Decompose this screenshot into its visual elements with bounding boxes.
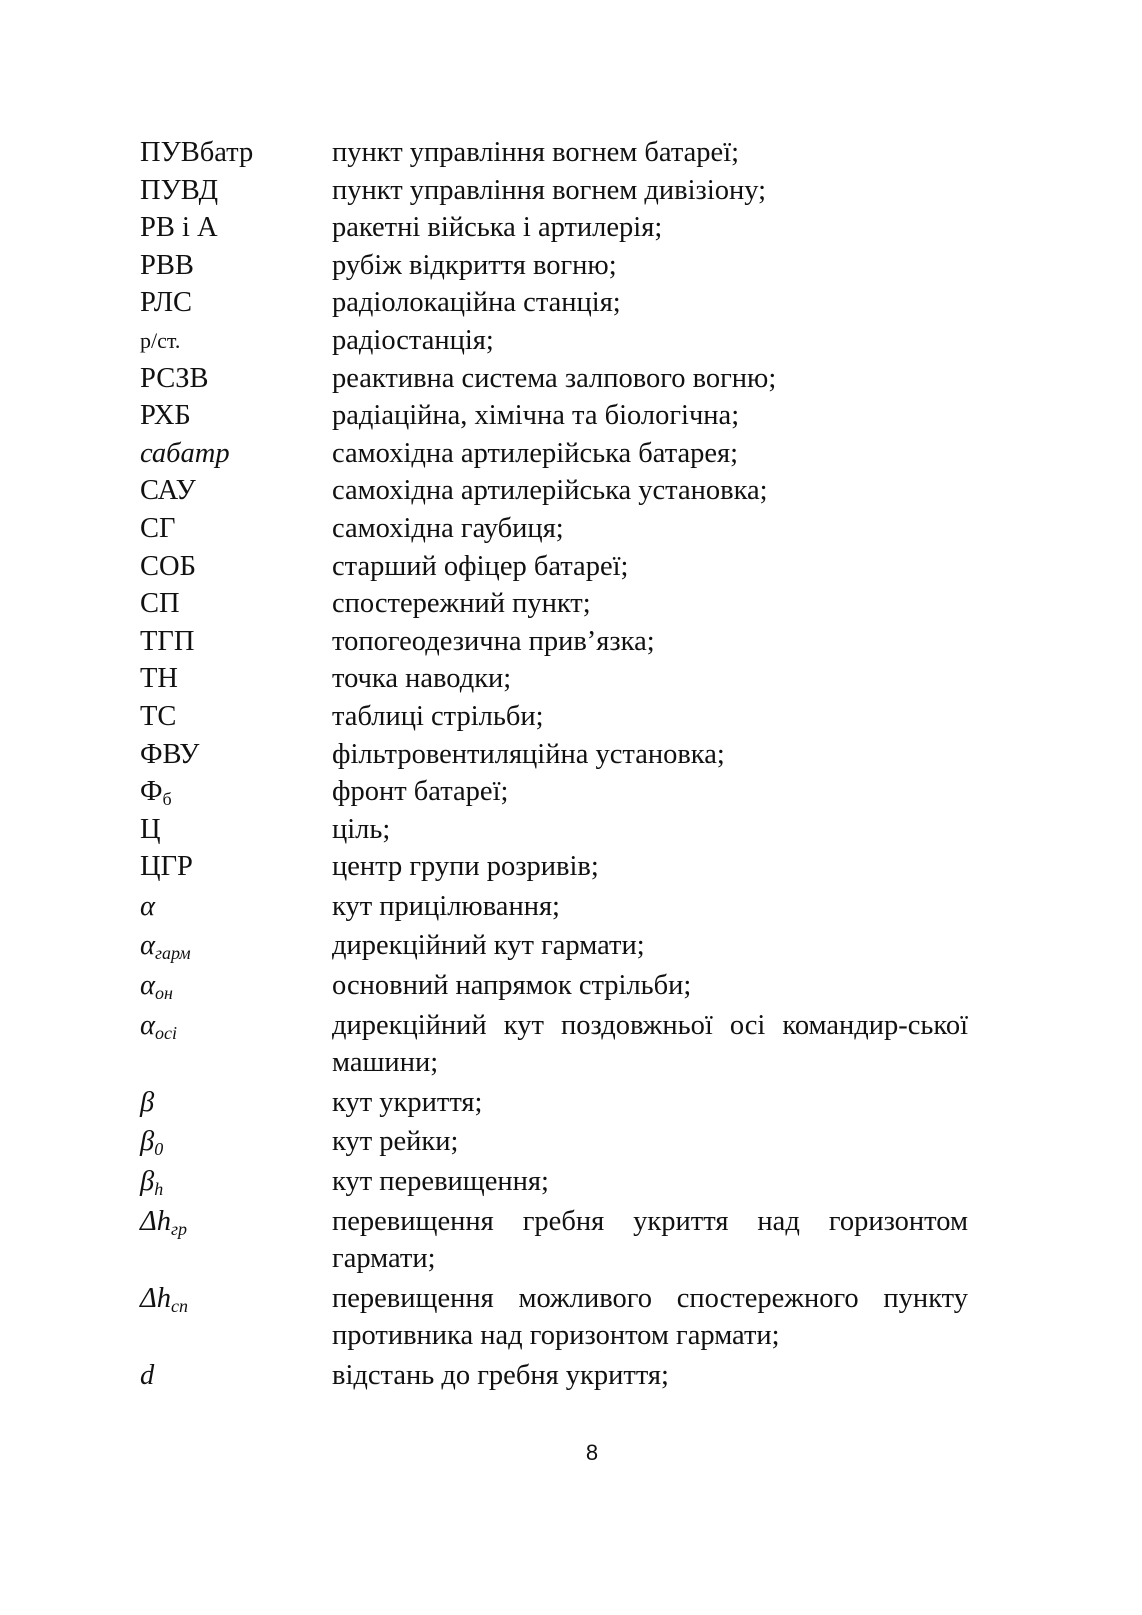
term-symbol: Δh xyxy=(140,1282,171,1314)
abbreviation-definition: рубіж відкриття вогню; xyxy=(332,249,617,281)
abbreviation-term xyxy=(140,548,332,586)
term-symbol: Δh xyxy=(140,1205,171,1237)
term-symbol: α xyxy=(140,970,155,1002)
abbreviation-definition: відстань до гребня укриття; xyxy=(332,1360,669,1391)
abbreviation-entry xyxy=(140,811,968,849)
abbreviation-entry xyxy=(140,397,968,435)
term-symbol: СП xyxy=(140,588,180,620)
abbreviation-entry xyxy=(140,848,968,886)
term-symbol: сабатр xyxy=(140,437,230,469)
abbreviation-definition: радіолокаційна станція; xyxy=(332,287,621,319)
abbreviation-term xyxy=(140,209,332,247)
term-symbol: Ф xyxy=(140,776,163,808)
term-symbol: САУ xyxy=(140,475,196,507)
term-subscript: гр xyxy=(170,1218,188,1239)
term-symbol: РЛС xyxy=(140,287,193,319)
term-symbol: α xyxy=(140,1009,155,1041)
abbreviation-term xyxy=(140,1163,332,1201)
abbreviation-term xyxy=(140,172,332,210)
abbreviation-definition: таблиці стрільби; xyxy=(332,700,544,732)
abbreviation-term xyxy=(140,397,332,435)
abbreviation-definition: кут рейки; xyxy=(332,1126,459,1158)
abbreviation-definition: радіостанція; xyxy=(332,324,494,356)
abbreviation-definition: старший офіцер батареї; xyxy=(332,550,629,582)
term-symbol: ТС xyxy=(140,700,177,732)
abbreviation-definition: реактивна система залпового вогню; xyxy=(332,362,777,394)
abbreviation-entry xyxy=(140,435,968,473)
term-symbol: ТГП xyxy=(140,625,195,657)
term-symbol: β xyxy=(140,1086,155,1118)
term-subscript: он xyxy=(154,983,173,1004)
abbreviation-entry xyxy=(140,1163,968,1201)
abbreviation-entry xyxy=(140,209,968,247)
abbreviation-definition: точка наводки; xyxy=(332,663,512,695)
abbreviation-definition: кут укриття; xyxy=(332,1086,483,1118)
abbreviation-term xyxy=(140,927,332,965)
abbreviation-term xyxy=(140,1203,332,1278)
abbreviation-entry xyxy=(140,736,968,774)
abbreviation-entry xyxy=(140,1280,968,1355)
abbreviation-term xyxy=(140,888,332,926)
abbreviation-definition: центр групи розривів; xyxy=(332,851,599,883)
term-symbol: α xyxy=(140,930,155,962)
term-subscript: гарм xyxy=(154,943,191,964)
abbreviation-entry xyxy=(140,247,968,285)
term-subscript: б xyxy=(162,789,172,810)
abbreviation-entry xyxy=(140,967,968,1005)
abbreviation-term xyxy=(140,848,332,886)
term-symbol: ТН xyxy=(140,663,178,695)
term-subscript: осі xyxy=(154,1022,177,1043)
abbreviation-term xyxy=(140,1357,332,1395)
abbreviation-entry xyxy=(140,698,968,736)
abbreviation-definition: самохідна артилерійська батарея; xyxy=(332,437,739,469)
abbreviation-term xyxy=(140,435,332,473)
abbreviation-term xyxy=(140,1084,332,1122)
abbreviation-entry xyxy=(140,134,968,172)
term-symbol: РВВ xyxy=(140,249,194,281)
term-symbol: СОБ xyxy=(140,550,196,582)
abbreviation-entry xyxy=(140,888,968,926)
abbreviation-entry xyxy=(140,1007,968,1082)
abbreviation-term xyxy=(140,811,332,849)
term-symbol: ФВУ xyxy=(140,738,200,770)
term-symbol: β xyxy=(140,1166,155,1198)
abbreviation-definition: перевищення можливого спостережного пункту противника над горизонтом гармати; xyxy=(332,1282,968,1352)
abbreviation-term xyxy=(140,1007,332,1082)
abbreviation-term xyxy=(140,967,332,1005)
term-symbol: р/ст. xyxy=(140,327,181,353)
abbreviation-definition: фронт батареї; xyxy=(332,776,509,808)
abbreviation-entry xyxy=(140,284,968,322)
abbreviation-term xyxy=(140,322,332,360)
term-symbol: ЦГР xyxy=(140,851,193,883)
abbreviation-entry xyxy=(140,172,968,210)
term-symbol: РВ і А xyxy=(140,212,218,244)
term-symbol: СГ xyxy=(140,512,176,544)
abbreviation-definition: перевищення гребня укриття над горизонтом гармати; xyxy=(332,1205,968,1275)
term-subscript: сп xyxy=(170,1295,188,1316)
abbreviation-entry xyxy=(140,585,968,623)
term-symbol: β xyxy=(140,1126,155,1158)
abbreviation-entry xyxy=(140,623,968,661)
page-number: 8 xyxy=(585,1440,599,1465)
term-symbol: РХБ xyxy=(140,400,191,432)
abbreviation-term xyxy=(140,698,332,736)
abbreviation-term xyxy=(140,472,332,510)
term-symbol: Ц xyxy=(140,813,161,845)
abbreviation-entry xyxy=(140,510,968,548)
abbreviation-definition: ціль; xyxy=(332,813,391,845)
abbreviation-term xyxy=(140,736,332,774)
abbreviation-entry xyxy=(140,548,968,586)
abbreviation-term xyxy=(140,247,332,285)
abbreviation-definition: ракетні війська і артилерія; xyxy=(332,212,663,244)
abbreviation-definition: основний напрямок стрільби; xyxy=(332,970,692,1002)
abbreviation-term xyxy=(140,510,332,548)
abbreviation-entry xyxy=(140,1357,968,1395)
abbreviation-term xyxy=(140,623,332,661)
abbreviation-term xyxy=(140,134,332,172)
term-symbol: α xyxy=(140,890,155,922)
abbreviation-entry xyxy=(140,927,968,965)
abbreviation-definition: дирекційний кут поздовжньої осі командир-ської машини; xyxy=(332,1009,968,1079)
term-symbol: ПУВбатр xyxy=(140,137,254,168)
abbreviation-entry xyxy=(140,360,968,398)
abbreviation-entry xyxy=(140,322,968,360)
abbreviation-definition: спостережний пункт; xyxy=(332,588,591,620)
abbreviation-term xyxy=(140,660,332,698)
abbreviation-definition: кут перевищення; xyxy=(332,1166,549,1198)
abbreviation-definition: пункт управління вогнем батареї; xyxy=(332,137,740,168)
abbreviation-definition: самохідна артилерійська установка; xyxy=(332,475,768,507)
abbreviation-definition: пункт управління вогнем дивізіону; xyxy=(332,174,767,206)
abbreviation-definition: самохідна гаубиця; xyxy=(332,512,564,544)
term-symbol: РСЗВ xyxy=(140,362,209,394)
abbreviation-entry xyxy=(140,1123,968,1161)
abbreviation-term xyxy=(140,773,332,811)
term-symbol: ПУВД xyxy=(140,174,219,206)
abbreviation-term xyxy=(140,360,332,398)
abbreviation-definition: радіаційна, хімічна та біологічна; xyxy=(332,400,740,432)
abbreviation-list xyxy=(140,134,968,1395)
abbreviation-definition: дирекційний кут гармати; xyxy=(332,930,645,962)
abbreviation-term xyxy=(140,1123,332,1161)
abbreviation-entry xyxy=(140,773,968,811)
abbreviation-term xyxy=(140,585,332,623)
term-symbol: d xyxy=(140,1360,155,1391)
term-subscript: 0 xyxy=(154,1139,164,1160)
abbreviation-definition: кут прицілювання; xyxy=(332,890,560,922)
abbreviation-term xyxy=(140,1280,332,1355)
abbreviation-term xyxy=(140,284,332,322)
abbreviation-definition: фільтровентиляційна установка; xyxy=(332,738,725,770)
abbreviation-entry xyxy=(140,472,968,510)
abbreviation-entry xyxy=(140,660,968,698)
abbreviation-definition: топогеодезична прив’язка; xyxy=(332,625,655,657)
abbreviation-entry xyxy=(140,1203,968,1278)
term-subscript: h xyxy=(154,1179,164,1200)
abbreviation-entry xyxy=(140,1084,968,1122)
